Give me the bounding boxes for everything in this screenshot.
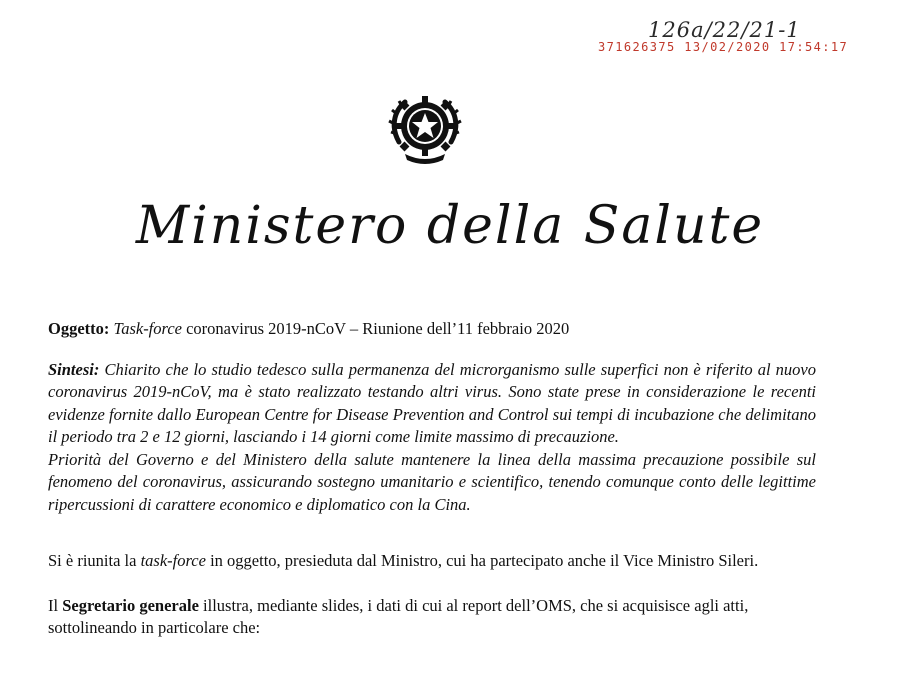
subject-label: Oggetto: bbox=[48, 319, 110, 338]
summary-paragraph-1 bbox=[48, 359, 816, 449]
paragraph-meeting bbox=[48, 550, 816, 573]
paragraph-meeting-after: in oggetto, presieduta dal Ministro, cui ha partecipato anche il Vice Ministro Sileri. bbox=[205, 551, 759, 570]
subject-task-force: Task-force bbox=[113, 319, 182, 338]
subject-line bbox=[48, 318, 816, 341]
ministry-name: Ministero della Salute bbox=[135, 196, 765, 256]
summary-text-1: Chiarito che lo studio tedesco sulla permanenza del microrganismo sulle superfici non è riferito al nuovo coronavirus 2019-nCoV, ma è stato realizzato testando altri virus. Sono state prese in considerazione le recenti evidenze fornite dallo European Centre for Disease Prevention and Control sui tempi di incubazione che delimitano il periodo tra 2 e 12 giorni, lasciando i 14 giorni come limite massimo di precauzione. bbox=[48, 359, 816, 446]
paragraph-secretary-before: Il bbox=[48, 595, 63, 615]
document-body bbox=[48, 318, 816, 640]
protocol-stamp: 371626375 13/02/2020 17:54:17 bbox=[598, 40, 849, 54]
paragraph-meeting-before: Si è riunita la bbox=[48, 551, 141, 570]
italian-republic-emblem-icon bbox=[385, 88, 465, 168]
handwritten-protocol-note: 126a/22/21-1 bbox=[648, 18, 801, 42]
summary-paragraph-2: Priorità del Governo e del Ministero della salute mantenere la linea della massima precauzione possibile sul fenomeno del coronavirus, assicurando sostegno umanitario e scientifico, tenendo comunque conto delle legittime ripercussioni di carattere economico e diplomatico con la Cina. bbox=[48, 449, 816, 514]
paragraph-meeting-task-force: task-force bbox=[140, 551, 206, 570]
summary-label: Sintesi: bbox=[48, 359, 100, 379]
subject-text: coronavirus 2019-nCoV – Riunione dell’11 febbraio 2020 bbox=[181, 319, 570, 338]
paragraph-secretary bbox=[48, 595, 816, 640]
paragraph-secretary-after: illustra, mediante slides, i dati di cui al report dell’OMS, che si acquisisce agli atti, sottolineando in particolare che: bbox=[48, 595, 749, 637]
paragraph-secretary-bold: Segretario generale bbox=[62, 595, 199, 615]
summary-block bbox=[48, 359, 816, 517]
